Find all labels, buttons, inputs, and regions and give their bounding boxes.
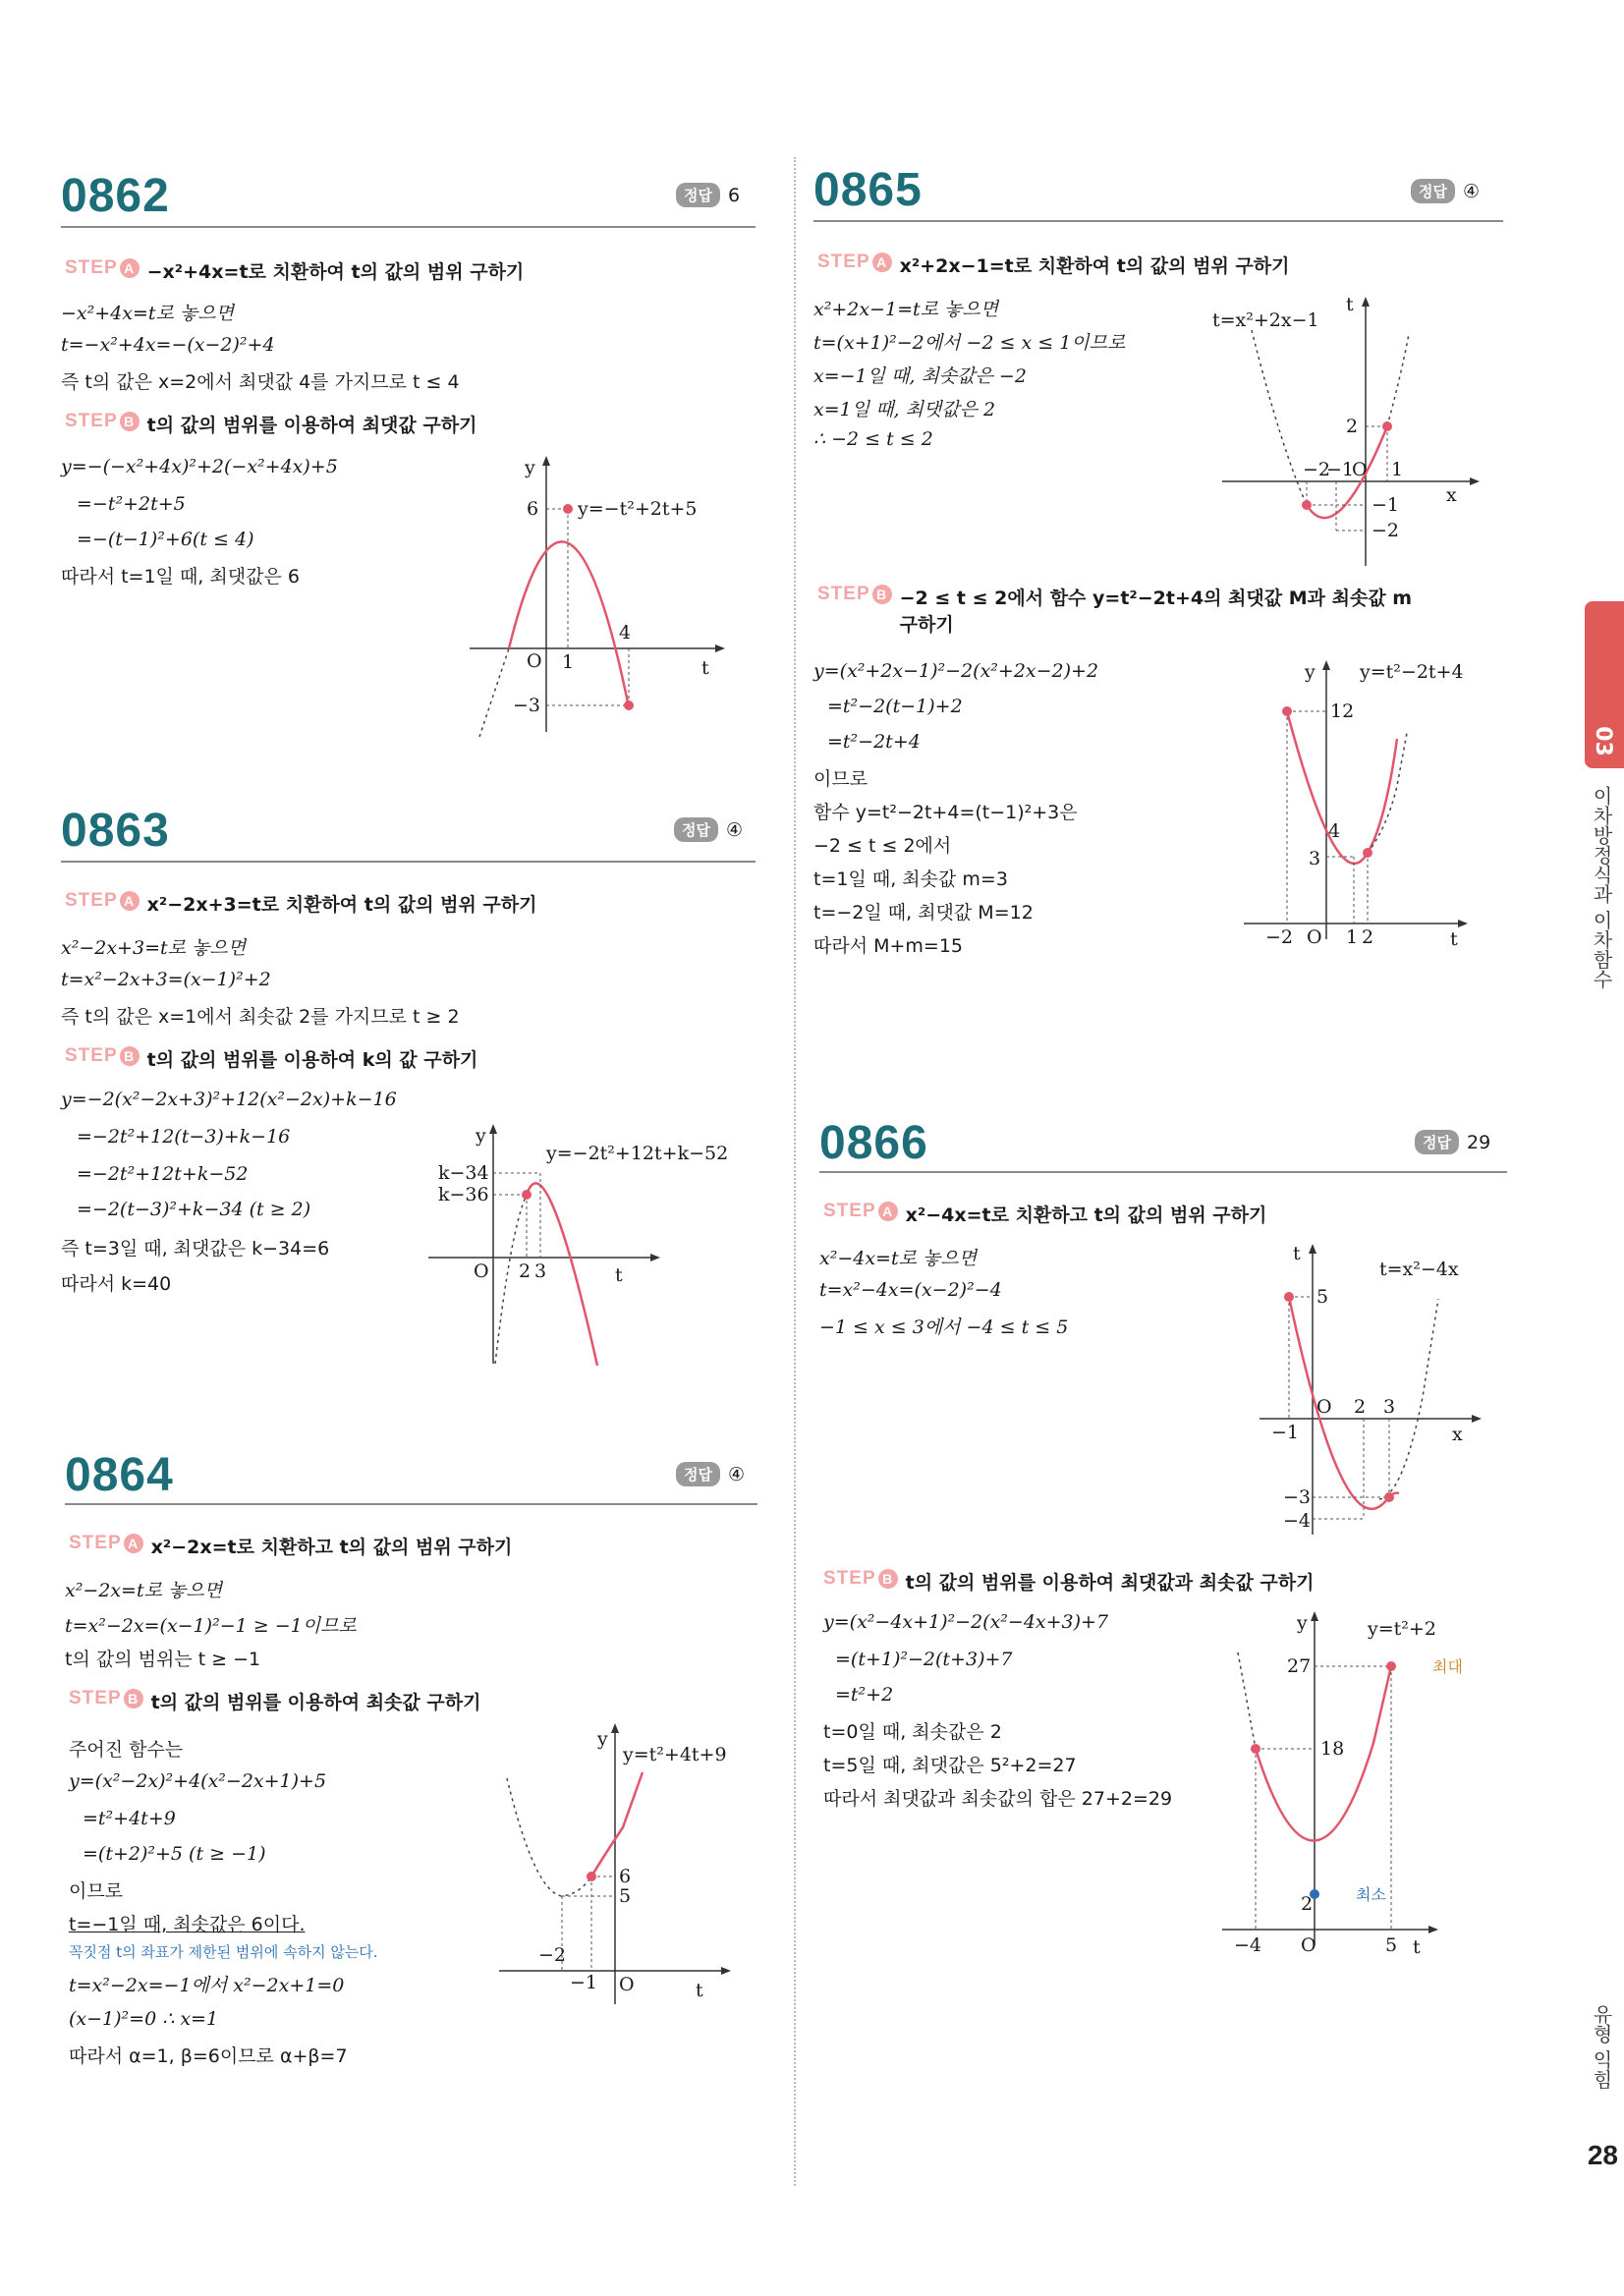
step-b-0864 (69, 1688, 480, 1714)
max-point (1386, 1661, 1396, 1671)
parabola (509, 541, 632, 707)
line: 따라서 k=40 (61, 1273, 172, 1295)
answer-0863 (674, 817, 743, 842)
step-title: −x²+4x=t로 치환하여 t의 값의 범위 구하기 (146, 261, 525, 283)
max-point (563, 504, 573, 514)
min-annotation: 최소 (1356, 1885, 1386, 1904)
line: x²−2x=t로 놓으면 (65, 1580, 223, 1601)
line: y=(x²−2x)²+4(x²−2x+1)+5 (69, 1770, 327, 1792)
problem-rule (819, 1171, 1507, 1173)
parabola-excluded (479, 648, 509, 737)
problem-number-0866: 0866 (819, 1117, 928, 1169)
min-point (587, 1872, 596, 1881)
step-tag: STEP B (823, 1568, 898, 1590)
y-label: y (525, 457, 535, 478)
y-label: y (476, 1125, 486, 1147)
y-label: t (1346, 294, 1354, 315)
answer-value: 29 (1466, 1131, 1491, 1153)
line: t=−1일 때, 최솟값은 6이다. (69, 1914, 306, 1935)
graph-0865-b (1240, 654, 1505, 949)
line: =t²+4t+9 (83, 1808, 176, 1829)
y-arrow (1362, 297, 1370, 307)
x-arrow (1472, 1415, 1482, 1423)
line: t=x²−4x=(x−2)²−4 (819, 1279, 1002, 1301)
chapter-title: 이차방정식과 이차함수 (1590, 786, 1613, 989)
y-arrow (489, 1124, 497, 1134)
y-arrow (542, 456, 550, 466)
curve-label: y=−t²+2t+5 (578, 498, 698, 520)
curve-label: y=t²−2t+4 (1360, 661, 1464, 683)
tick-label: 1 (1346, 926, 1359, 948)
origin-label: O (1352, 459, 1368, 480)
line: t=x²−2x+3=(x−1)²+2 (61, 969, 271, 990)
x-arrow (650, 1254, 660, 1261)
step-tag: STEP B (65, 1045, 140, 1067)
problem-number-0865: 0865 (813, 164, 923, 216)
line: y=(x²−4x+1)²−2(x²−4x+3)+7 (823, 1611, 1109, 1633)
step-tag: STEP A (69, 1533, 143, 1554)
x-arrow (1428, 1926, 1438, 1933)
parabola-left (1252, 330, 1307, 505)
y-label: y (1297, 1612, 1308, 1634)
y-label: y (1305, 661, 1316, 683)
column-divider (794, 157, 796, 2186)
line: (x−1)²=0 ∴ x=1 (69, 2008, 219, 2030)
step-a-0864 (69, 1533, 512, 1559)
answer-0866 (1415, 1130, 1490, 1154)
graph-0864 (495, 1719, 760, 2014)
line: =−2t²+12(t−3)+k−16 (77, 1126, 291, 1148)
page-number: 28 (1587, 2140, 1618, 2170)
step-b-0865 (817, 584, 1412, 637)
answer-value: 6 (727, 184, 741, 206)
step-title: t의 값의 범위를 이용하여 최솟값 구하기 (150, 1692, 481, 1713)
step-tag: STEP B (65, 411, 140, 432)
x-label: t (696, 1980, 703, 2001)
tick-label: −2 (538, 1944, 567, 1966)
tick-label: −4 (1234, 1934, 1262, 1956)
line: −x²+4x=t로 놓으면 (61, 303, 234, 324)
tick-label: 2 (1346, 416, 1359, 437)
max-annotation: 최대 (1432, 1657, 1463, 1676)
step-title: −2 ≤ t ≤ 2에서 함수 y=t²−2t+4의 최댓값 M과 최솟값 m (899, 588, 1413, 609)
line: t=0일 때, 최솟값은 2 (823, 1721, 1002, 1743)
parabola-left (1238, 1652, 1256, 1749)
line: t=5일 때, 최댓값은 5²+2=27 (823, 1755, 1077, 1776)
line: t=(x+1)²−2에서 −2 ≤ x ≤ 1이므로 (813, 332, 1126, 354)
line: 따라서 t=1일 때, 최댓값은 6 (61, 566, 300, 588)
y-arrow (1311, 1611, 1318, 1621)
origin-label: O (1307, 926, 1322, 948)
step-title: t의 값의 범위를 이용하여 k의 값 구하기 (146, 1049, 478, 1071)
y-label: y (597, 1728, 608, 1750)
x-label: t (701, 657, 709, 679)
parabola-right (1387, 334, 1409, 426)
line: 즉 t=3일 때, 최댓값은 k−34=6 (61, 1238, 330, 1260)
step-a-0863 (65, 890, 537, 917)
origin-label: O (474, 1260, 489, 1282)
step-b-0863 (65, 1045, 477, 1072)
line: =(t+1)²−2(t+3)+7 (835, 1649, 1013, 1670)
y-arrow (1309, 1244, 1316, 1254)
tick-label: −3 (513, 695, 541, 716)
tick-label: k−36 (438, 1184, 489, 1205)
answer-badge: 정답 (674, 817, 718, 842)
tick-label: −1 (1271, 1422, 1300, 1443)
tick-label: −2 (1303, 459, 1331, 480)
line: =(t+2)²+5 (t ≥ −1) (83, 1843, 266, 1865)
y-arrow (1322, 660, 1330, 670)
line: t=−2일 때, 최댓값 M=12 (813, 902, 1034, 924)
line: x²+2x−1=t로 놓으면 (813, 299, 999, 320)
line: x²−4x=t로 놓으면 (819, 1248, 978, 1269)
end-point (1251, 1744, 1260, 1754)
step-tag: STEP A (823, 1201, 898, 1222)
line: =−2t²+12t+k−52 (77, 1163, 249, 1185)
curve-label: y=t²+4t+9 (623, 1744, 727, 1765)
step-title-cont: 구하기 (899, 614, 954, 636)
step-a-0862 (65, 257, 524, 284)
step-title: x²+2x−1=t로 치환하여 t의 값의 범위 구하기 (899, 255, 1290, 277)
line: 즉 t의 값은 x=1에서 최솟값 2를 가지므로 t ≥ 2 (61, 1006, 460, 1028)
tick-label: 18 (1320, 1738, 1345, 1760)
step-title: t의 값의 범위를 이용하여 최댓값과 최솟값 구하기 (905, 1572, 1315, 1594)
x-label: t (615, 1264, 623, 1286)
chapter-number: 03 (1591, 726, 1616, 756)
line: ∴ −2 ≤ t ≤ 2 (813, 428, 933, 450)
graph-0865-a (1212, 291, 1507, 576)
end-point (1363, 848, 1372, 858)
line: −2 ≤ t ≤ 2에서 (813, 835, 952, 857)
line: 즉 t의 값은 x=2에서 최댓값 4를 가지므로 t ≤ 4 (61, 371, 460, 393)
step-title: t의 값의 범위를 이용하여 최댓값 구하기 (146, 415, 477, 436)
problem-rule (65, 1503, 757, 1505)
line: y=(x²+2x−1)²−2(x²+2x−2)+2 (813, 660, 1099, 682)
answer-0862 (676, 183, 740, 207)
graph-0863 (424, 1120, 758, 1366)
step-tag: STEP A (65, 257, 140, 279)
end-point (1382, 421, 1392, 431)
line: 따라서 최댓값과 최솟값의 합은 27+2=29 (823, 1788, 1173, 1810)
step-tag: STEP B (69, 1688, 143, 1709)
tick-label: 2 (519, 1260, 532, 1282)
line: 이므로 (69, 1880, 124, 1902)
answer-badge: 정답 (676, 1462, 720, 1486)
line: t=x²−2x=(x−1)²−1 ≥ −1이므로 (65, 1615, 357, 1637)
x-label: x (1452, 1424, 1463, 1445)
step-title: x²−2x=t로 치환하고 t의 값의 범위 구하기 (150, 1537, 513, 1558)
step-tag: STEP A (817, 252, 892, 273)
tick-label: 2 (1354, 1396, 1367, 1418)
x-label: x (1446, 484, 1457, 506)
line: y=−2(x²−2x+3)²+12(x²−2x)+k−16 (61, 1089, 397, 1110)
step-a-0865 (817, 252, 1290, 278)
tick-label: 4 (1328, 820, 1341, 842)
tick-label: −2 (1265, 926, 1294, 948)
line: =t²+2 (835, 1684, 894, 1706)
line: y=−(−x²+4x)²+2(−x²+4x)+5 (61, 456, 338, 477)
problem-number-0864: 0864 (65, 1449, 174, 1501)
curve-label: t=x²−4x (1379, 1259, 1459, 1280)
step-title: x²−4x=t로 치환하고 t의 값의 범위 구하기 (905, 1204, 1267, 1226)
x-arrow (715, 644, 725, 652)
answer-0865 (1411, 179, 1480, 203)
line: 따라서 α=1, β=6이므로 α+β=7 (69, 2045, 348, 2067)
tick-label: 6 (619, 1866, 632, 1887)
curve-label: y=−2t²+12t+k−52 (546, 1143, 729, 1164)
tick-label: 6 (527, 498, 539, 520)
tick-label: 4 (619, 622, 632, 644)
answer-0864 (676, 1462, 745, 1486)
problem-rule (61, 861, 756, 863)
tick-label: 3 (1383, 1396, 1396, 1418)
x-label: t (1450, 928, 1458, 949)
origin-label: O (1316, 1396, 1332, 1418)
end-point (1384, 1492, 1394, 1502)
answer-badge: 정답 (1411, 179, 1455, 203)
problem-rule (813, 220, 1503, 222)
line: −1 ≤ x ≤ 3에서 −4 ≤ t ≤ 5 (819, 1316, 1069, 1338)
graph-0866-b (1218, 1605, 1513, 1959)
answer-badge: 정답 (676, 183, 720, 207)
step-a-0866 (823, 1201, 1266, 1227)
tick-label: 5 (1316, 1286, 1329, 1308)
end-point (1302, 500, 1312, 510)
line: =−2(t−3)²+k−34 (t ≥ 2) (77, 1199, 311, 1220)
tick-label: 1 (562, 651, 575, 673)
problem-rule (61, 226, 756, 228)
x-arrow (721, 1967, 731, 1975)
section-title: 유형 익힘 (1590, 2004, 1613, 2090)
answer-value: ④ (1462, 180, 1481, 202)
line: 주어진 함수는 (69, 1739, 184, 1761)
problem-number-0863: 0863 (61, 805, 170, 857)
line: 함수 y=t²−2t+4=(t−1)²+3은 (813, 802, 1078, 823)
tick-label: 5 (1385, 1934, 1398, 1956)
x-label: t (1413, 1936, 1421, 1958)
tick-label: k−34 (438, 1162, 489, 1184)
end-point (1284, 1292, 1294, 1302)
tick-label: 2 (1362, 926, 1374, 948)
max-point (1282, 706, 1292, 716)
line: =−(t−1)²+6(t ≤ 4) (77, 529, 254, 550)
graph-0862 (470, 452, 755, 737)
tick-label: 27 (1287, 1655, 1312, 1677)
line: t=−x²+4x=−(x−2)²+4 (61, 334, 275, 356)
tick-label: 5 (619, 1885, 632, 1907)
step-b-0862 (65, 411, 476, 437)
step-tag: STEP A (65, 890, 140, 912)
step-tag: STEP B (817, 584, 892, 605)
tick-label: −1 (570, 1972, 598, 1993)
tick-label: 12 (1330, 700, 1355, 722)
line: t=x²−2x=−1에서 x²−2x+1=0 (69, 1975, 345, 1996)
origin-label: O (527, 650, 542, 672)
line: t의 값의 범위는 t ≥ −1 (65, 1649, 261, 1670)
end-point (624, 700, 634, 710)
tick-label: 3 (534, 1260, 547, 1282)
tick-label: −2 (1372, 520, 1400, 541)
origin-label: O (619, 1974, 635, 1995)
line: x=−1일 때, 최솟값은 −2 (813, 365, 1027, 387)
problem-number-0862: 0862 (61, 170, 170, 222)
line: x²−2x+3=t로 놓으면 (61, 937, 247, 959)
note: 꼭짓점 t의 좌표가 제한된 범위에 속하지 않는다. (69, 1943, 378, 1961)
tick-label: −4 (1283, 1510, 1312, 1532)
y-label: t (1293, 1243, 1301, 1264)
line: =t²−2(t−1)+2 (827, 696, 963, 717)
tick-label: 2 (1301, 1893, 1314, 1915)
parabola (591, 1772, 643, 1876)
x-arrow (1458, 920, 1468, 927)
curve-label: t=x²+2x−1 (1212, 309, 1319, 331)
tick-label: 3 (1309, 848, 1321, 869)
x-arrow (1470, 477, 1480, 485)
tick-label: −1 (1326, 459, 1355, 480)
parabola-excluded (507, 1778, 591, 1896)
line: =−t²+2t+5 (77, 493, 186, 515)
curve-label: y=t²+2 (1368, 1618, 1436, 1640)
graph-0866-a (1256, 1240, 1511, 1544)
step-b-0866 (823, 1568, 1314, 1595)
step-title: x²−2x+3=t로 치환하여 t의 값의 범위 구하기 (146, 894, 537, 916)
origin-label: O (1301, 1934, 1316, 1956)
answer-value: ④ (727, 1463, 746, 1485)
tick-label: −1 (1372, 494, 1400, 516)
tick-label: −3 (1283, 1486, 1312, 1508)
tick-label: 1 (1391, 459, 1404, 480)
line: x=1일 때, 최댓값은 2 (813, 399, 996, 420)
line: 이므로 (813, 768, 868, 790)
line: =t²−2t+4 (827, 731, 921, 753)
line: 따라서 M+m=15 (813, 935, 964, 957)
line: t=1일 때, 최솟값 m=3 (813, 868, 1008, 890)
answer-badge: 정답 (1415, 1130, 1459, 1154)
y-arrow (611, 1723, 619, 1733)
parabola (1287, 711, 1397, 864)
answer-value: ④ (725, 818, 744, 841)
start-point (522, 1190, 532, 1200)
